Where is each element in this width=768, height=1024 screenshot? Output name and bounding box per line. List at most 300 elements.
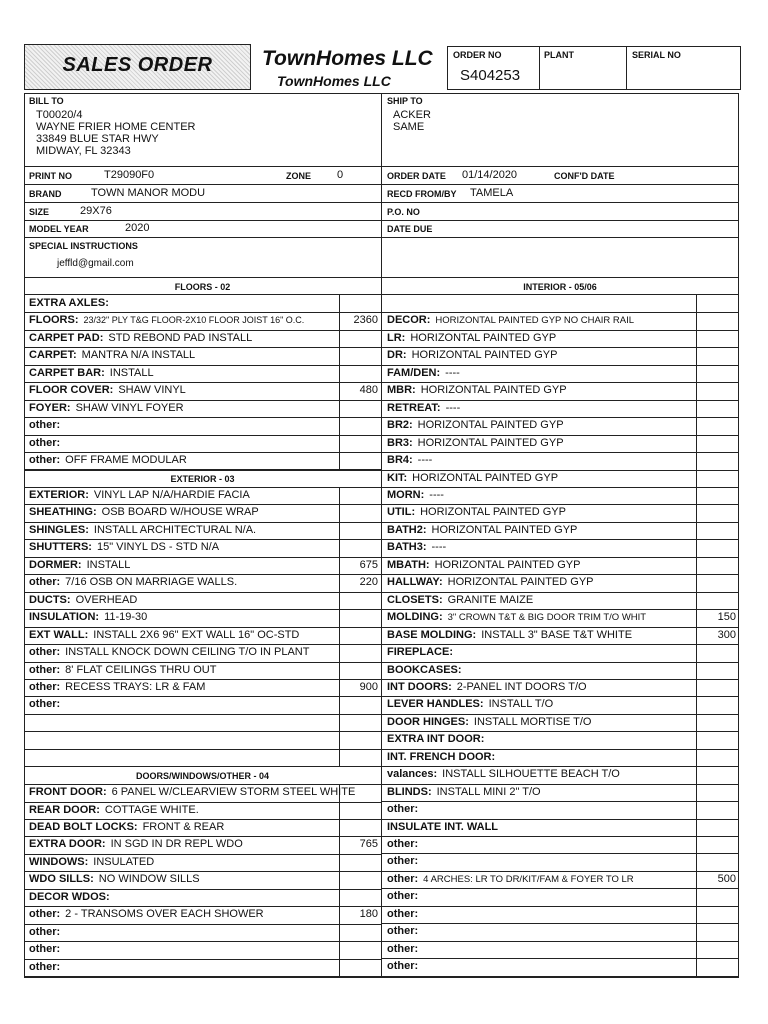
row-amount	[340, 941, 378, 958]
table-row	[29, 382, 186, 399]
table-row	[387, 644, 458, 661]
row-label: EXTRA AXLES:	[29, 297, 109, 309]
row-value: INSTALL 3" BASE T&T WHITE	[481, 628, 633, 641]
table-row	[29, 417, 65, 434]
row-label: other:	[387, 942, 419, 955]
row-label: WDO SILLS:	[29, 873, 94, 886]
row-label: other:	[29, 454, 61, 466]
size-value: 29X76	[80, 205, 112, 217]
row-label: LEVER HANDLES:	[387, 698, 484, 711]
row-amount	[340, 417, 378, 434]
row-amount	[697, 487, 736, 504]
row-amount	[340, 662, 378, 679]
table-row	[387, 662, 467, 679]
row-value: 15" VINYL DS - STD N/A	[96, 541, 220, 554]
row-amount	[697, 784, 736, 801]
table-row	[29, 854, 154, 871]
row-value: NO WINDOW SILLS	[98, 873, 200, 886]
table-row	[29, 644, 309, 661]
table-row	[387, 365, 460, 382]
row-label: MBR:	[387, 384, 416, 397]
row-value: INSTALL KNOCK DOWN CEILING T/O IN PLANT	[65, 646, 310, 658]
row-value: MANTRA N/A INSTALL	[81, 349, 196, 362]
table-row	[29, 802, 199, 819]
row-label: BLINDS:	[387, 785, 432, 798]
row-label: FOYER:	[29, 401, 71, 414]
row-amount	[340, 802, 378, 819]
row-label: DUCTS:	[29, 593, 71, 606]
table-row	[29, 714, 34, 731]
row-label: INSULATION:	[29, 611, 100, 624]
row-label: WINDOWS:	[29, 855, 89, 868]
table-row	[387, 696, 553, 713]
table-row	[29, 539, 219, 556]
row-amount	[697, 696, 736, 713]
ship-to-line: ACKER	[393, 109, 431, 121]
sales-order-title: SALES ORDER	[62, 54, 213, 76]
row-label: BATH3:	[387, 541, 427, 554]
row-label: other:	[29, 663, 61, 676]
row-amount: 2360	[353, 314, 378, 327]
table-row	[29, 365, 154, 382]
table-row	[387, 906, 423, 923]
row-label: FLOOR COVER:	[29, 384, 114, 397]
row-amount	[697, 400, 736, 417]
row-amount	[340, 504, 378, 521]
row-amount	[340, 330, 378, 347]
table-row	[387, 487, 444, 504]
table-row	[387, 522, 577, 539]
table-row	[387, 574, 594, 591]
table-row	[387, 347, 557, 364]
row-label: other:	[387, 890, 419, 903]
po-no-label: P.O. NO	[387, 207, 420, 217]
row-label: LR:	[387, 331, 406, 344]
table-row	[387, 417, 564, 434]
row-label: other:	[29, 646, 61, 658]
table-row	[29, 662, 216, 679]
row-amount	[697, 539, 736, 556]
row-value: 7/16 OSB ON MARRIAGE WALLS.	[65, 576, 238, 589]
row-label: other:	[387, 925, 419, 938]
order-date-label: ORDER DATE	[387, 171, 446, 181]
row-value: ----	[445, 366, 460, 379]
row-amount	[340, 592, 378, 609]
bill-to-label: BILL TO	[29, 96, 64, 106]
table-row	[29, 504, 259, 521]
row-amount	[697, 906, 736, 923]
row-value: ----	[429, 488, 444, 501]
sales-order-banner	[24, 44, 251, 90]
recd-label: RECD FROM/BY	[387, 189, 457, 199]
row-amount: 500	[717, 872, 736, 885]
table-row	[387, 295, 392, 312]
table-row	[387, 679, 587, 696]
table-row	[387, 382, 567, 399]
row-label: SHUTTERS:	[29, 541, 92, 554]
row-label: EXTERIOR:	[29, 489, 89, 501]
table-row	[387, 330, 556, 347]
row-label: DR:	[387, 349, 407, 362]
row-amount	[340, 696, 378, 713]
row-value: 4 ARCHES: LR TO DR/KIT/FAM & FOYER TO LR	[423, 873, 634, 885]
table-row	[29, 312, 304, 329]
row-amount: 300	[717, 628, 736, 641]
row-label: other:	[29, 925, 61, 938]
row-label: other:	[29, 576, 61, 589]
row-amount	[697, 382, 736, 399]
serial-no-label: SERIAL NO	[632, 50, 681, 60]
table-row	[387, 749, 500, 766]
ship-to-label: SHIP TO	[387, 96, 423, 106]
order-date-value: 01/14/2020	[462, 169, 518, 181]
order-no-value: S404253	[460, 67, 521, 84]
row-value: RECESS TRAYS: LR & FAM	[65, 681, 206, 693]
row-amount	[697, 312, 736, 329]
ship-to-address	[393, 109, 431, 133]
order-header-box	[447, 46, 741, 90]
row-label: other:	[29, 436, 61, 449]
row-amount	[340, 522, 378, 539]
row-amount	[340, 889, 378, 906]
zone-label: ZONE	[286, 171, 312, 181]
row-label: MORN:	[387, 488, 425, 501]
row-amount	[340, 924, 378, 941]
row-value: HORIZONTAL PAINTED GYP	[417, 419, 564, 432]
row-amount	[340, 644, 378, 661]
row-value: ----	[445, 401, 461, 414]
row-value: OFF FRAME MODULAR	[65, 454, 187, 466]
row-label: FLOORS:	[29, 314, 79, 327]
row-amount	[697, 662, 736, 679]
table-row	[387, 888, 423, 905]
row-label: HALLWAY:	[387, 576, 443, 589]
row-label: CARPET:	[29, 349, 77, 362]
row-label: DOOR HINGES:	[387, 715, 469, 728]
row-label: CLOSETS:	[387, 593, 443, 606]
table-row	[387, 853, 423, 870]
zone-value: 0	[337, 169, 344, 181]
brand-label: BRAND	[29, 189, 62, 199]
table-row	[387, 801, 423, 818]
exterior-section-title: EXTERIOR - 03	[170, 474, 235, 484]
row-value: INSTALL MORTISE T/O	[473, 715, 592, 728]
row-amount	[697, 452, 736, 469]
row-amount	[697, 330, 736, 347]
row-amount	[340, 627, 378, 644]
row-label: EXTRA INT DOOR:	[387, 733, 485, 746]
row-label: BR2:	[387, 419, 413, 432]
row-value: STD REBOND PAD INSTALL	[108, 331, 253, 344]
row-value: 6 PANEL W/CLEARVIEW STORM STEEL WHITE	[111, 786, 356, 798]
row-label: BASE MOLDING:	[387, 628, 477, 641]
row-amount	[340, 400, 378, 417]
table-row	[29, 435, 65, 452]
row-value: 2-PANEL INT DOORS T/O	[456, 680, 587, 693]
table-row	[387, 627, 632, 644]
row-label: BR3:	[387, 436, 413, 449]
row-label: FAM/DEN:	[387, 366, 441, 379]
row-amount	[697, 644, 736, 661]
row-amount	[340, 452, 378, 469]
row-amount	[697, 574, 736, 591]
row-amount	[697, 836, 736, 853]
row-value: OSB BOARD W/HOUSE WRAP	[101, 506, 259, 519]
row-amount	[697, 470, 736, 487]
row-label: FRONT DOOR:	[29, 786, 107, 798]
row-amount	[697, 766, 736, 783]
row-label: UTIL:	[387, 506, 416, 519]
table-row	[29, 592, 137, 609]
table-row	[387, 819, 503, 836]
row-amount	[697, 731, 736, 748]
row-amount	[340, 435, 378, 452]
row-amount	[697, 347, 736, 364]
table-row	[29, 731, 34, 748]
table-row	[387, 941, 423, 958]
row-label: SHINGLES:	[29, 523, 89, 536]
row-amount	[340, 784, 378, 801]
row-label: other:	[29, 681, 61, 693]
table-row	[387, 435, 564, 452]
table-row	[29, 679, 205, 696]
table-row	[29, 330, 252, 347]
row-value: INSTALL MINI 2" T/O	[436, 785, 541, 798]
row-label: KIT:	[387, 471, 408, 484]
table-row	[387, 592, 533, 609]
row-value: HORIZONTAL PAINTED GYP	[431, 523, 578, 536]
row-amount	[340, 365, 378, 382]
row-label: FIREPLACE:	[387, 646, 453, 658]
special-instructions-value: jeffld@gmail.com	[57, 258, 134, 269]
row-amount	[697, 923, 736, 940]
table-row	[387, 958, 423, 975]
model-year-label: MODEL YEAR	[29, 224, 89, 234]
table-row	[29, 959, 65, 976]
row-amount: 675	[359, 558, 378, 571]
confd-date-label: CONF'D DATE	[554, 171, 615, 181]
print-no-value: T29090F0	[104, 169, 155, 181]
table-row	[387, 504, 566, 521]
row-amount	[340, 819, 378, 836]
row-amount	[697, 958, 736, 975]
row-label: other:	[29, 908, 61, 921]
row-amount	[697, 435, 736, 452]
row-amount	[697, 592, 736, 609]
row-label: DECOR:	[387, 314, 431, 327]
plant-label: PLANT	[544, 50, 574, 60]
row-amount	[340, 487, 378, 504]
model-year-value: 2020	[125, 222, 150, 234]
row-label: other:	[29, 419, 61, 432]
row-value: FRONT & REAR	[142, 820, 225, 833]
table-row	[387, 766, 620, 783]
table-row	[387, 923, 423, 940]
row-amount	[340, 959, 378, 976]
row-label: CARPET BAR:	[29, 366, 105, 379]
row-label: CARPET PAD:	[29, 331, 104, 344]
table-row	[29, 941, 65, 958]
table-row	[29, 784, 355, 801]
row-amount	[697, 749, 736, 766]
row-value: ----	[431, 541, 447, 554]
bill-to-line: MIDWAY, FL 32343	[36, 145, 131, 157]
row-value: HORIZONTAL PAINTED GYP	[410, 331, 557, 344]
row-label: other:	[387, 837, 419, 850]
row-label: BOOKCASES:	[387, 663, 462, 676]
row-label: other:	[29, 943, 61, 955]
row-value: INSTALL 2X6 96" EXT WALL 16" OC-STD	[93, 628, 300, 641]
row-value: 3" CROWN T&T & BIG DOOR TRIM T/O WHIT	[447, 612, 647, 624]
row-value: HORIZONTAL PAINTED GYP	[417, 436, 564, 449]
bill-to-line: T00020/4	[36, 109, 83, 121]
table-row	[29, 924, 65, 941]
row-amount	[697, 504, 736, 521]
table-row	[29, 557, 130, 574]
table-row	[29, 696, 65, 713]
date-due-label: DATE DUE	[387, 224, 433, 234]
table-row	[29, 609, 147, 626]
row-amount	[697, 888, 736, 905]
row-value: OVERHEAD	[75, 593, 138, 606]
row-value: INSTALL ARCHITECTURAL N/A.	[93, 523, 257, 536]
table-row	[29, 889, 115, 906]
table-row	[29, 452, 187, 469]
row-amount: 180	[359, 908, 378, 921]
row-amount: 765	[359, 838, 378, 851]
row-label: other:	[387, 960, 419, 973]
table-row	[29, 487, 250, 504]
row-value: GRANITE MAIZE	[447, 593, 534, 606]
row-value: 11-19-30	[104, 611, 148, 624]
table-row	[29, 871, 200, 888]
row-label: other:	[387, 855, 419, 868]
row-value: INSTALL T/O	[488, 698, 554, 711]
table-row	[387, 714, 591, 731]
table-row	[387, 470, 558, 487]
row-amount	[697, 941, 736, 958]
row-label: DORMER:	[29, 558, 82, 571]
row-label: DECOR WDOS:	[29, 890, 110, 903]
row-value: INSULATED	[93, 855, 155, 868]
table-row	[29, 295, 114, 312]
row-amount	[697, 679, 736, 696]
floors-section-title: FLOORS - 02	[174, 282, 231, 292]
row-label: other:	[29, 960, 61, 973]
row-value: VINYL LAP N/A/HARDIE FACIA	[93, 489, 250, 501]
table-row	[387, 312, 634, 329]
row-amount: 150	[717, 611, 736, 624]
table-row	[387, 871, 634, 888]
row-value: 8' FLAT CEILINGS THRU OUT	[65, 663, 217, 676]
row-amount	[340, 731, 378, 748]
row-amount	[340, 714, 378, 731]
table-row	[29, 836, 243, 853]
row-label: other:	[29, 698, 61, 711]
table-row	[387, 539, 446, 556]
interior-section-title: INTERIOR - 05/06	[523, 282, 597, 292]
recd-value: TAMELA	[470, 187, 514, 199]
table-row	[387, 731, 489, 748]
row-value: IN SGD IN DR REPL WDO	[110, 838, 243, 851]
row-amount	[340, 609, 378, 626]
order-no-label: ORDER NO	[453, 50, 502, 60]
row-label: other:	[387, 803, 419, 815]
row-label: MBATH:	[387, 558, 430, 571]
row-amount	[697, 522, 736, 539]
brand-value: TOWN MANOR MODU	[91, 187, 206, 199]
table-row	[387, 836, 423, 853]
row-amount	[340, 347, 378, 364]
row-amount	[697, 417, 736, 434]
row-amount	[697, 819, 736, 836]
row-value: ----	[417, 454, 433, 466]
bill-to-address	[36, 109, 196, 157]
table-row	[387, 609, 646, 626]
row-amount	[340, 539, 378, 556]
row-value: SHAW VINYL FOYER	[75, 401, 184, 414]
table-row	[387, 784, 541, 801]
table-row	[29, 400, 184, 417]
company-name: TownHomes LLC	[262, 47, 433, 70]
row-value: COTTAGE WHITE.	[104, 803, 199, 816]
company-subname: TownHomes LLC	[277, 73, 391, 89]
row-amount	[697, 557, 736, 574]
row-label: INT. FRENCH DOOR:	[387, 750, 496, 763]
bill-to-line: 33849 BLUE STAR HWY	[36, 133, 159, 145]
row-value: HORIZONTAL PAINTED GYP	[411, 349, 558, 362]
row-value: HORIZONTAL PAINTED GYP	[420, 384, 567, 397]
row-amount	[340, 854, 378, 871]
row-amount: 220	[359, 576, 378, 589]
row-amount	[697, 714, 736, 731]
table-row	[29, 627, 299, 644]
row-label: EXTRA DOOR:	[29, 838, 106, 851]
table-row	[29, 574, 237, 591]
bill-to-line: WAYNE FRIER HOME CENTER	[36, 121, 196, 133]
row-label: other:	[387, 907, 419, 920]
table-row	[29, 347, 195, 364]
row-amount	[697, 295, 736, 312]
row-label: INSULATE INT. WALL	[387, 820, 499, 833]
row-amount	[697, 365, 736, 382]
row-label: RETREAT:	[387, 401, 441, 414]
table-row	[387, 400, 460, 417]
row-value: 23/32" PLY T&G FLOOR-2X10 FLOOR JOIST 16" O.C.	[83, 315, 305, 326]
row-amount	[697, 853, 736, 870]
row-value: HORIZONTAL PAINTED GYP	[420, 506, 566, 519]
row-label: DEAD BOLT LOCKS:	[29, 820, 138, 833]
table-row	[29, 819, 224, 836]
ship-to-line: SAME	[393, 121, 425, 133]
row-label: EXT WALL:	[29, 628, 89, 641]
row-value: SHAW VINYL	[118, 384, 186, 397]
special-instructions-label: SPECIAL INSTRUCTIONS	[29, 241, 138, 251]
table-row	[387, 557, 580, 574]
row-value: INSTALL SILHOUETTE BEACH T/O	[442, 768, 620, 781]
doors-section-title: DOORS/WINDOWS/OTHER - 04	[135, 771, 269, 781]
row-label: INT DOORS:	[387, 680, 452, 693]
row-value: HORIZONTAL PAINTED GYP	[447, 576, 594, 589]
row-label: BATH2:	[387, 523, 427, 536]
table-row	[29, 522, 256, 539]
row-label: REAR DOOR:	[29, 803, 100, 816]
row-label: other:	[387, 872, 419, 885]
row-amount	[340, 295, 378, 312]
print-no-label: PRINT NO	[29, 171, 73, 181]
row-label: SHEATHING:	[29, 506, 97, 519]
table-row	[29, 906, 264, 923]
